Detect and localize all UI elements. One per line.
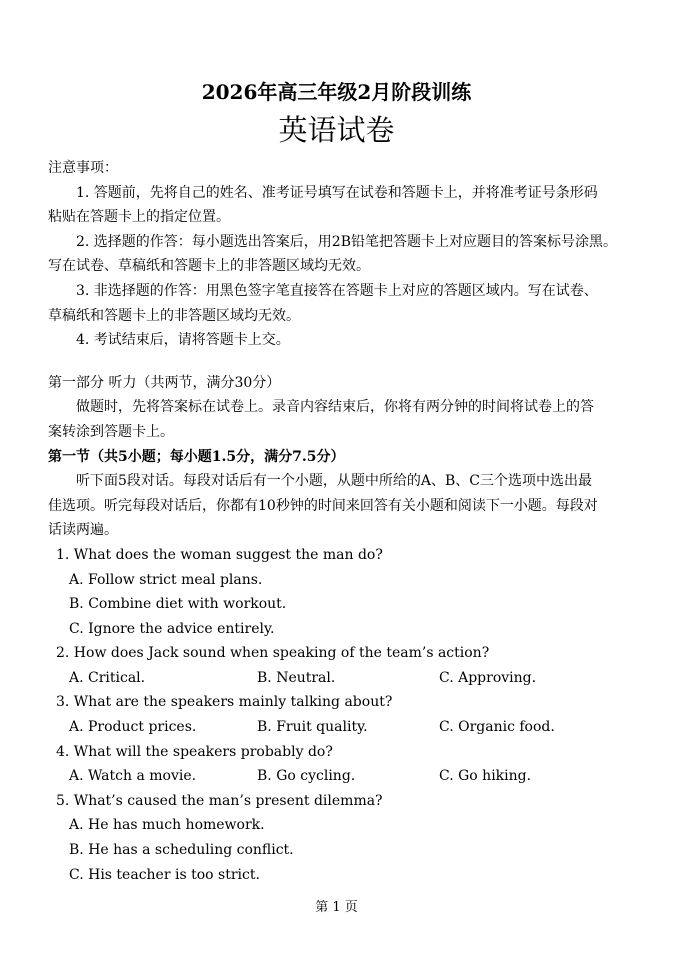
question-option: C. His teacher is too strict. xyxy=(69,866,260,883)
question-stem: 5. What’s caused the man’s present dilemma? xyxy=(56,792,383,809)
exam-title: 2026年高三年级2月阶段训练 xyxy=(201,80,472,104)
question-option: B. He has a scheduling conflict. xyxy=(69,842,294,859)
section-spacer xyxy=(48,353,632,371)
question-option: C. Organic food. xyxy=(439,719,555,736)
question-option: B. Combine diet with workout. xyxy=(69,596,287,613)
question-option: C. Go hiking. xyxy=(439,768,532,785)
question-option: A. Critical. xyxy=(69,669,146,686)
question-stem: 4. What will the speakers probably do? xyxy=(56,743,333,760)
question-options-row xyxy=(48,764,632,789)
section1-intro-line: 佳选项。听完每段对话后，你都有10秒钟的时间来回答有关小题和阅读下一小题。每段对 xyxy=(48,497,598,514)
question-option: A. He has much homework. xyxy=(69,817,265,834)
section1-heading: 第一节（共5小题；每小题1.5分，满分7.5分） xyxy=(48,448,345,465)
question-option: C. Ignore the advice entirely. xyxy=(69,620,275,637)
exam-content xyxy=(48,156,632,887)
part1-intro-line: 案转涂到答题卡上。 xyxy=(48,423,174,440)
notice-line: 3. 非选择题的作答：用黑色签字笔直接答在答题卡上对应的答题区域内。写在试卷、 xyxy=(76,282,598,299)
page-number: 第 1 页 xyxy=(315,900,358,915)
question-option: C. Approving. xyxy=(439,669,537,686)
part1-heading: 第一部分 听力（共两节，满分30分） xyxy=(48,374,281,391)
notice-line: 写在试卷、草稿纸和答题卡上的非答题区域均无效。 xyxy=(48,258,370,275)
question-option: B. Go cycling. xyxy=(257,768,356,785)
notice-heading: 注意事项： xyxy=(48,160,118,176)
question-stem: 2. How does Jack sound when speaking of the team’s action? xyxy=(56,645,490,662)
question-stem: 1. What does the woman suggest the man do? xyxy=(56,546,383,563)
question-option: B. Neutral. xyxy=(257,669,336,686)
part1-intro-line: 做题时，先将答案标在试卷上。录音内容结束后，你将有两分钟的时间将试卷上的答 xyxy=(76,399,594,416)
section1-intro-line: 听下面5段对话。每段对话后有一个小题，从题中所给的A、B、C三个选项中选出最 xyxy=(76,473,593,490)
question-stem: 3. What are the speakers mainly talking about? xyxy=(56,694,393,711)
question-option: A. Follow strict meal plans. xyxy=(69,571,263,588)
notice-line: 粘贴在答题卡上的指定位置。 xyxy=(48,209,230,226)
notice-line: 4. 考试结束后，请将答题卡上交。 xyxy=(76,332,290,349)
notice-line: 1. 答题前，先将自己的姓名、准考证号填写在试卷和答题卡上，并将准考证号条形码 xyxy=(76,184,598,201)
question-option: A. Watch a movie. xyxy=(69,768,197,785)
question-options-row xyxy=(48,666,632,691)
question-option: B. Fruit quality. xyxy=(257,719,368,736)
question-option: A. Product prices. xyxy=(69,719,197,736)
notice-line: 2. 选择题的作答：每小题选出答案后，用2B铅笔把答题卡上对应题目的答案标号涂黑。 xyxy=(76,233,618,250)
question-options-row xyxy=(48,715,632,740)
exam-subtitle: 英语试卷 xyxy=(278,113,395,147)
notice-line: 草稿纸和答题卡上的非答题区域均无效。 xyxy=(48,307,300,324)
section1-intro-line: 话读两遍。 xyxy=(48,522,118,539)
